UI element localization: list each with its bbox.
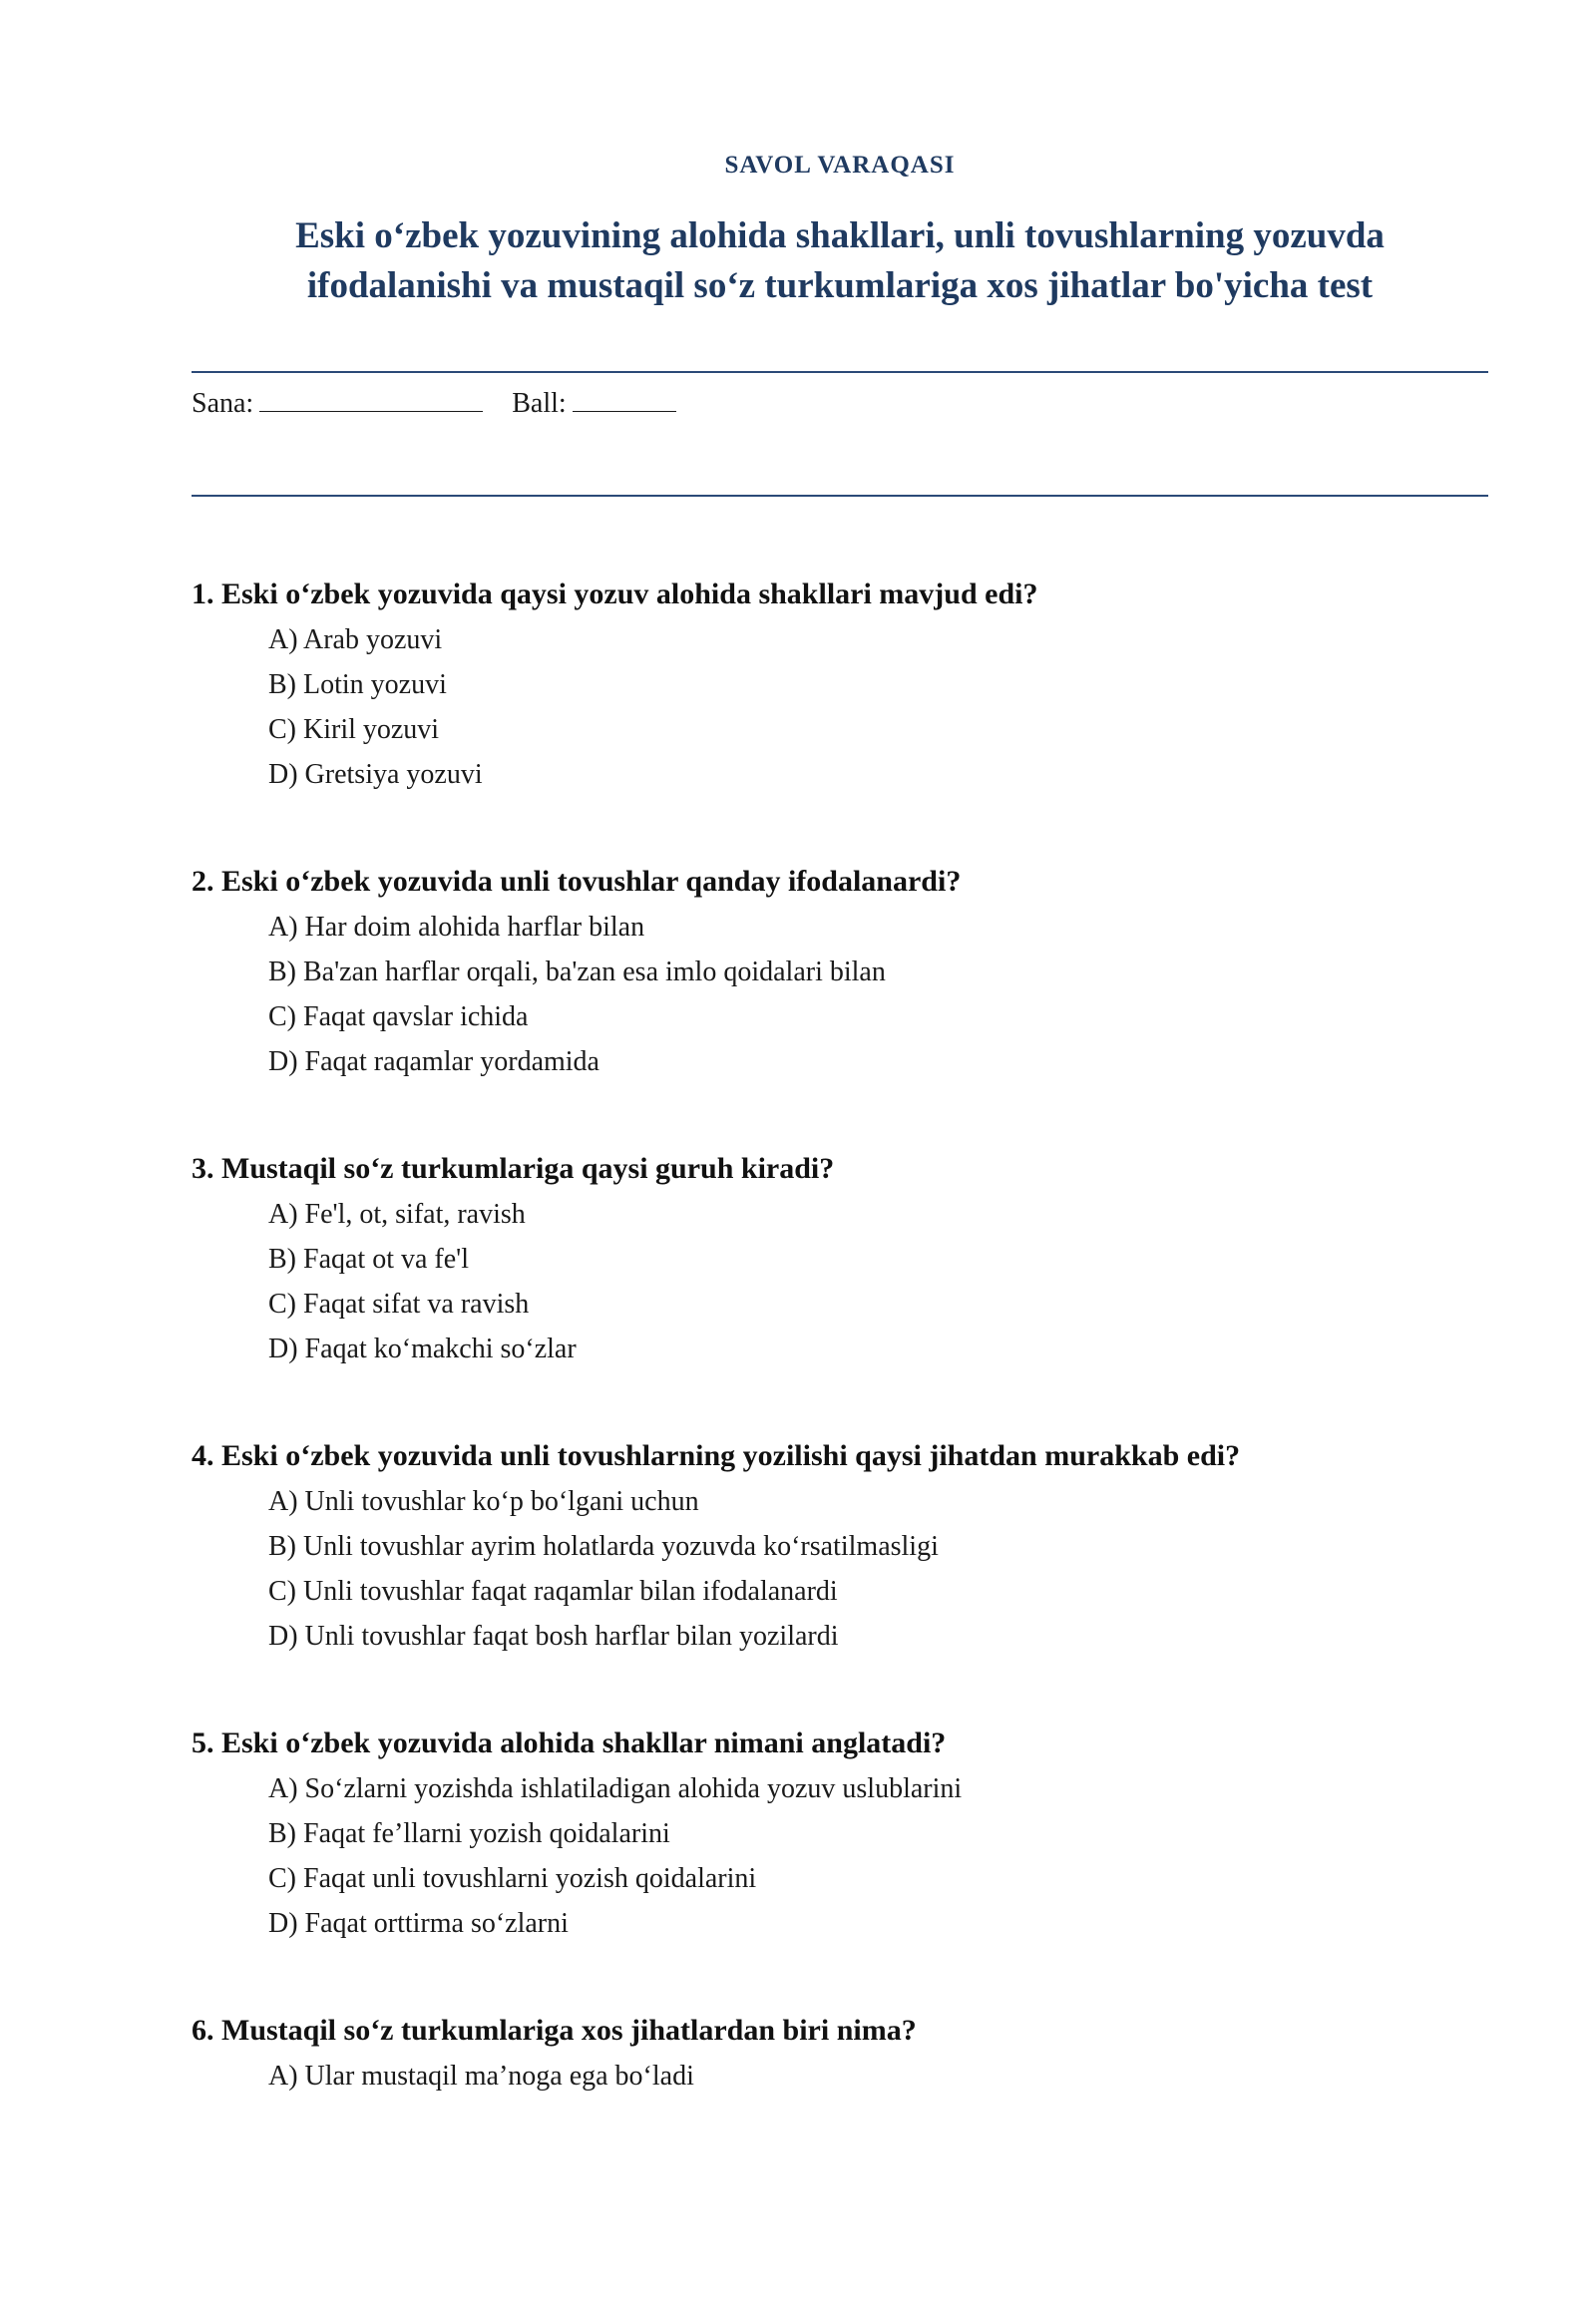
- answer-options: [192, 1766, 1488, 1946]
- question-6: [192, 2010, 1488, 2297]
- page-title: [192, 211, 1488, 311]
- option-c[interactable]: C) Faqat qavslar ichida: [268, 1001, 529, 1032]
- question-5: [192, 1723, 1488, 2010]
- option-a[interactable]: A) Unli tovushlar koʻp boʻlgani uchun: [268, 1486, 699, 1517]
- answer-options: [192, 617, 1488, 797]
- question-3: [192, 1148, 1488, 1435]
- score-label: Ball:: [512, 388, 567, 419]
- question-1: [192, 574, 1488, 861]
- title-line-1: Eski oʻzbek yozuvining alohida shakllari, unli tovushlarning yozuvda: [295, 215, 1385, 256]
- question-2: [192, 861, 1488, 1148]
- question-text: 5. Eski oʻzbek yozuvida alohida shakllar nimani anglatadi?: [192, 1726, 947, 1759]
- answer-options: [192, 905, 1488, 1084]
- question-text: 2. Eski oʻzbek yozuvida unli tovushlar qanday ifodalanardi?: [192, 865, 962, 898]
- option-b[interactable]: B) Lotin yozuvi: [268, 669, 447, 700]
- answer-options: [192, 2054, 1488, 2099]
- option-d[interactable]: D) Faqat koʻmakchi soʻzlar: [268, 1334, 577, 1364]
- question-list: [192, 574, 1488, 2297]
- answer-options: [192, 1479, 1488, 1659]
- question-4: [192, 1435, 1488, 1723]
- header-divider-bottom: [192, 495, 1488, 497]
- option-d[interactable]: D) Gretsiya yozuvi: [268, 759, 483, 790]
- option-a[interactable]: A) Har doim alohida harflar bilan: [268, 912, 645, 943]
- option-c[interactable]: C) Kiril yozuvi: [268, 714, 440, 745]
- date-blank[interactable]: [259, 383, 483, 412]
- score-blank[interactable]: [573, 383, 676, 412]
- option-a[interactable]: A) Fe'l, ot, sifat, ravish: [268, 1199, 526, 1230]
- option-b[interactable]: B) Faqat fe’llarni yozish qoidalarini: [268, 1818, 670, 1849]
- option-c[interactable]: C) Faqat sifat va ravish: [268, 1289, 530, 1320]
- option-a[interactable]: A) Soʻzlarni yozishda ishlatiladigan alohida yozuv uslublarini: [268, 1773, 963, 1804]
- option-c[interactable]: C) Unli tovushlar faqat raqamlar bilan ifodalanardi: [268, 1576, 838, 1607]
- meta-fields: [192, 383, 676, 424]
- date-label: Sana:: [192, 388, 254, 419]
- option-b[interactable]: B) Faqat ot va fe'l: [268, 1244, 469, 1275]
- question-text: 1. Eski oʻzbek yozuvida qaysi yozuv alohida shakllari mavjud edi?: [192, 577, 1038, 610]
- question-text: 6. Mustaqil soʻz turkumlariga xos jihatlardan biri nima?: [192, 2014, 917, 2047]
- question-text: 4. Eski oʻzbek yozuvida unli tovushlarning yozilishi qaysi jihatdan murakkab edi?: [192, 1439, 1241, 1472]
- sheet-kicker: SAVOL VARAQASI: [724, 152, 956, 179]
- option-d[interactable]: D) Faqat raqamlar yordamida: [268, 1046, 599, 1077]
- title-line-2: ifodalanishi va mustaqil soʻz turkumlariga xos jihatlar bo'yicha test: [306, 265, 1374, 306]
- question-sheet: [192, 0, 1488, 2256]
- option-a[interactable]: A) Ular mustaqil ma’noga ega boʻladi: [268, 2061, 694, 2092]
- answer-options: [192, 1192, 1488, 1371]
- option-a[interactable]: A) Arab yozuvi: [268, 624, 443, 655]
- option-d[interactable]: D) Unli tovushlar faqat bosh harflar bilan yozilardi: [268, 1621, 839, 1652]
- option-b[interactable]: B) Ba'zan harflar orqali, ba'zan esa imlo qoidalari bilan: [268, 957, 886, 987]
- option-b[interactable]: B) Unli tovushlar ayrim holatlarda yozuvda koʻrsatilmasligi: [268, 1531, 939, 1562]
- question-text: 3. Mustaqil soʻz turkumlariga qaysi guruh kiradi?: [192, 1152, 835, 1185]
- option-c[interactable]: C) Faqat unli tovushlarni yozish qoidalarini: [268, 1863, 757, 1894]
- option-d[interactable]: D) Faqat orttirma soʻzlarni: [268, 1908, 569, 1939]
- header-divider-top: [192, 371, 1488, 373]
